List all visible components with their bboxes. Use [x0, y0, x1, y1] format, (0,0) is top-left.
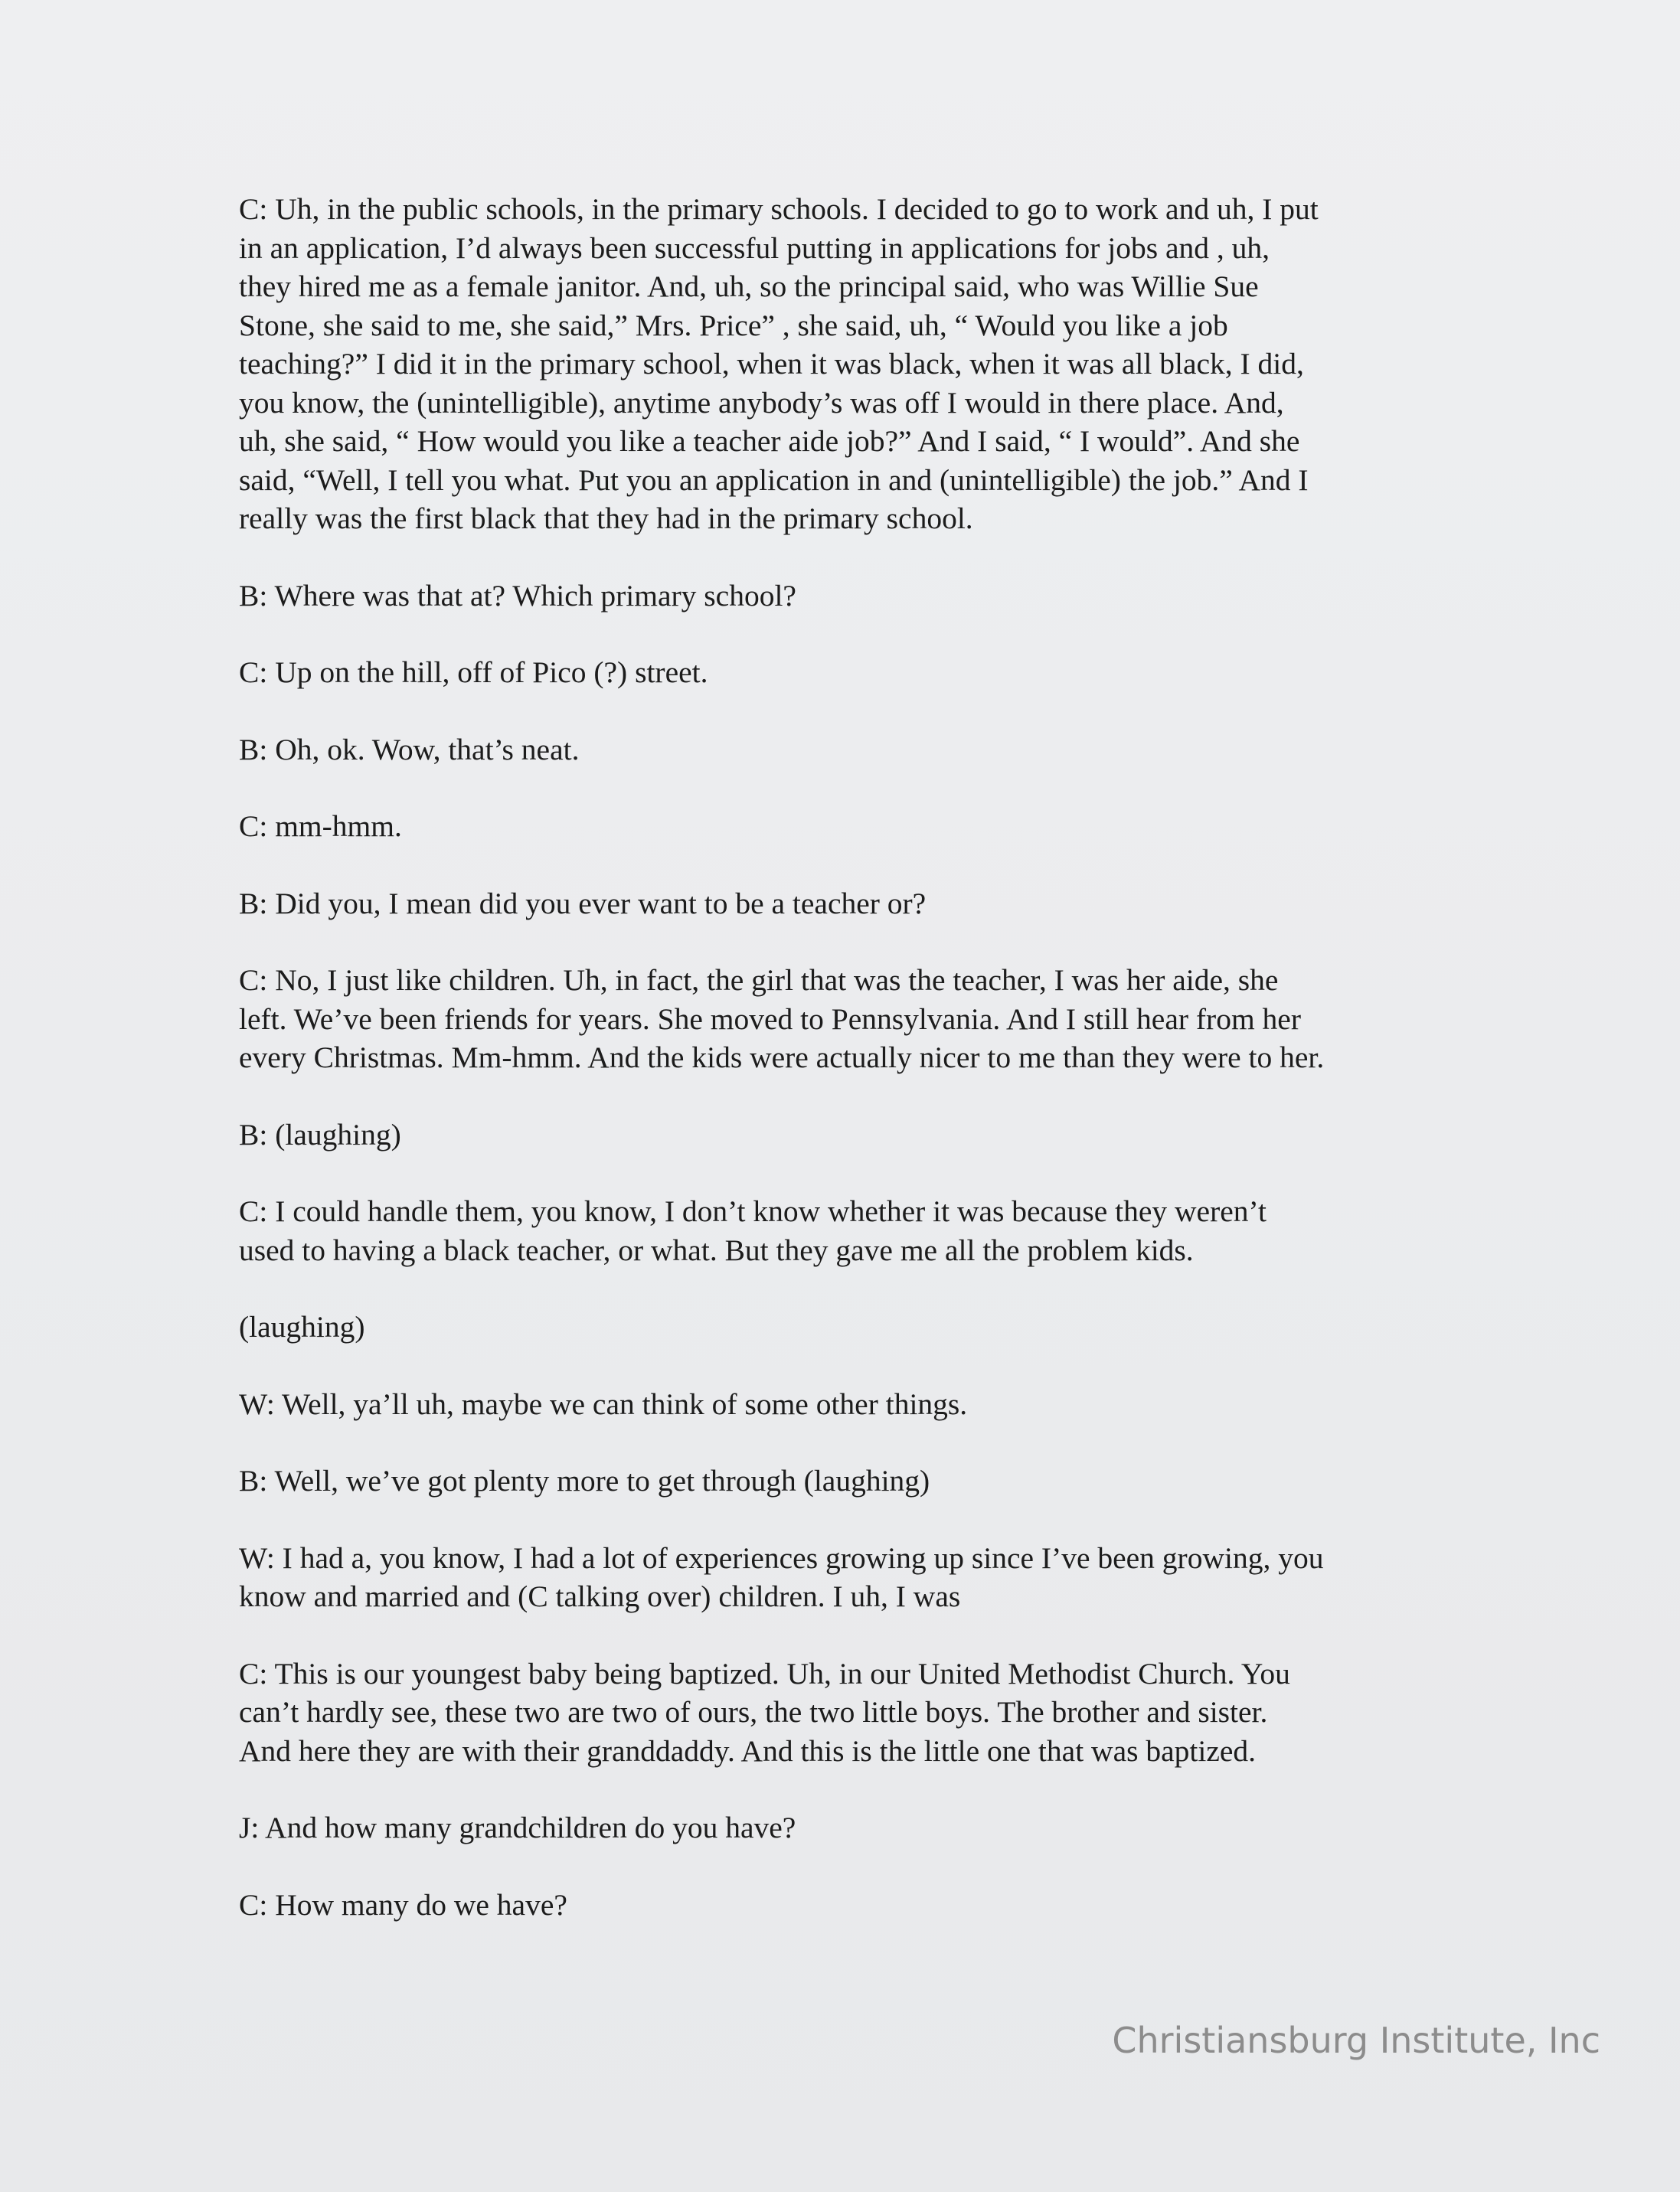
transcript-paragraph: C: I could handle them, you know, I don’t know whether it was because they weren’t used to having a black teacher, or what. But they gave me all the problem kids.: [239, 1194, 1267, 1267]
transcript-paragraph: B: Where was that at? Which primary school?: [239, 578, 796, 613]
transcript-paragraph: B: Oh, ok. Wow, that’s neat.: [239, 732, 580, 766]
transcript-paragraph: C: No, I just like children. Uh, in fact, the girl that was the teacher, I was her aide, she left. We’ve been friends for years. She moved to Pennsylvania. And I still hear from her every Christmas. Mm-hmm. And the kids were actually nicer to me than they were to her.: [239, 963, 1325, 1074]
transcript-paragraph: C: Uh, in the public schools, in the primary schools. I decided to go to work and uh, I put in an application, I’d always been successful putting in applications for jobs and , uh, they hired me as a female janitor. And, uh, so the principal said, who was Willie Sue Stone, she said to me, she said,” Mrs. Price” , she said, uh, “ Would you like a job teaching?” I did it in the primary school, when it was black, when it was all black, I did, you know, the (unintelligible), anytime anybody’s was off I would in there place. And, uh, she said, “ How would you like a teacher aide job?” And I said, “ I would”. And she said, “Well, I tell you what. Put you an application in and (unintelligible) the job.” And I really was the first black that they had in the primary school.: [239, 192, 1319, 535]
transcript-paragraph: B: Did you, I mean did you ever want to be a teacher or?: [239, 886, 927, 920]
transcript-paragraph: C: How many do we have?: [239, 1887, 567, 1922]
transcript-body: [239, 190, 1449, 1962]
transcript-paragraph: J: And how many grandchildren do you have?: [239, 1811, 796, 1844]
transcript-paragraph: W: Well, ya’ll uh, maybe we can think of some other things.: [239, 1387, 968, 1421]
transcript-paragraph: B: (laughing): [239, 1117, 401, 1152]
transcript-paragraph: W: I had a, you know, I had a lot of experiences growing up since I’ve been growing, you know and married and (C talking over) children. I uh, I was: [239, 1540, 1324, 1613]
transcript-paragraph: C: mm-hmm.: [239, 809, 402, 843]
transcript-paragraph: C: Up on the hill, off of Pico (?) street.: [239, 655, 708, 689]
transcript-paragraph: C: This is our youngest baby being baptized. Uh, in our United Methodist Church. You can’t hardly see, these two are two of ours, the two little boys. The brother and sister. And here they are with their granddaddy. And this is the little one that was baptized.: [239, 1656, 1290, 1768]
transcript-paragraph: B: Well, we’ve got plenty more to get through (laughing): [239, 1464, 930, 1498]
watermark-text: Christiansburg Institute, Inc: [1112, 2020, 1600, 2061]
transcript-paragraph: (laughing): [239, 1310, 365, 1344]
